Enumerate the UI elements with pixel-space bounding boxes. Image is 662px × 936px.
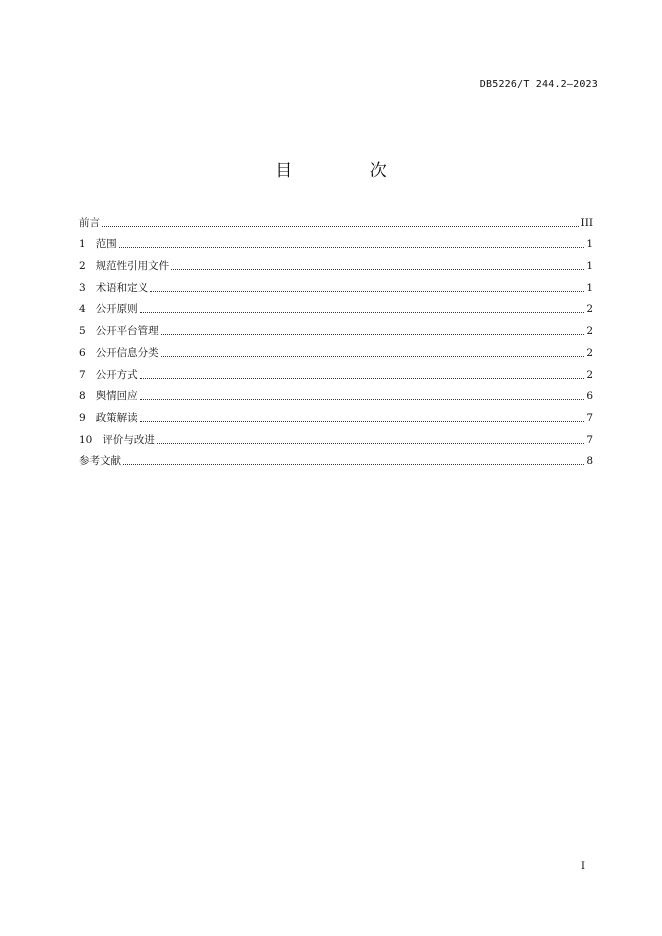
toc-entry[interactable] xyxy=(79,447,593,469)
toc-leader-dots xyxy=(161,334,585,335)
toc-entry-page: 7 xyxy=(586,433,593,446)
toc-entry[interactable] xyxy=(79,208,593,230)
toc-entry-label: 公开原则 xyxy=(95,303,138,316)
toc-entry-page: 2 xyxy=(586,325,593,338)
toc-entry-number: 2 xyxy=(79,260,86,273)
toc-leader-dots xyxy=(140,378,585,379)
toc-entry-page: 7 xyxy=(586,411,593,424)
toc-entry-label: 前言 xyxy=(79,216,100,229)
toc-leader-dots xyxy=(140,312,585,313)
toc-entry-number: 3 xyxy=(79,281,86,294)
toc-leader-dots xyxy=(140,399,585,400)
toc-entry-page: 2 xyxy=(586,303,593,316)
toc-entry-label: 参考文献 xyxy=(79,455,121,468)
toc-entry-number: 10 xyxy=(79,433,93,446)
toc-leader-dots xyxy=(119,247,585,248)
toc-entry-page: 2 xyxy=(586,368,593,381)
table-of-contents xyxy=(79,208,593,468)
standard-code: DB5226/T 244.2—2023 xyxy=(479,79,598,90)
toc-entry-label: 舆情回应 xyxy=(95,390,138,403)
toc-leader-dots xyxy=(161,356,585,357)
toc-entry-label: 公开方式 xyxy=(95,368,138,381)
toc-entry[interactable] xyxy=(79,382,593,404)
toc-entry[interactable] xyxy=(79,251,593,273)
toc-entry-page: 1 xyxy=(586,281,593,294)
toc-entry[interactable] xyxy=(79,295,593,317)
toc-leader-dots xyxy=(123,464,584,465)
toc-entry[interactable] xyxy=(79,230,593,252)
toc-entry[interactable] xyxy=(79,273,593,295)
toc-entry-label: 范围 xyxy=(95,238,117,251)
toc-entry-page: 1 xyxy=(586,260,593,273)
page-number: I xyxy=(581,861,585,872)
toc-leader-dots xyxy=(157,443,584,444)
toc-leader-dots xyxy=(150,291,584,292)
toc-entry-page: 6 xyxy=(586,390,593,403)
toc-entry-number: 7 xyxy=(79,368,86,381)
toc-entry-number: 4 xyxy=(79,303,86,316)
toc-entry-label: 政策解读 xyxy=(95,411,138,424)
toc-entry-page: III xyxy=(580,216,593,229)
toc-entry-number: 8 xyxy=(79,390,86,403)
toc-entry-page: 2 xyxy=(586,346,593,359)
toc-entry-page: 8 xyxy=(586,455,593,468)
toc-leader-dots xyxy=(102,226,579,227)
toc-leader-dots xyxy=(171,269,584,270)
toc-entry-page: 1 xyxy=(586,238,593,251)
toc-entry-number: 1 xyxy=(79,238,86,251)
toc-entry-number: 9 xyxy=(79,411,86,424)
toc-entry[interactable] xyxy=(79,360,593,382)
toc-entry-label: 公开平台管理 xyxy=(95,325,159,338)
toc-entry-label: 术语和定义 xyxy=(95,281,149,294)
toc-entry-label: 评价与改进 xyxy=(102,433,155,446)
toc-entry-number: 5 xyxy=(79,325,86,338)
page-title: 目 次 xyxy=(275,161,423,181)
toc-leader-dots xyxy=(140,421,585,422)
toc-entry[interactable] xyxy=(79,316,593,338)
toc-entry-number: 6 xyxy=(79,346,86,359)
toc-entry-label: 公开信息分类 xyxy=(95,346,159,359)
toc-entry-label: 规范性引用文件 xyxy=(95,260,170,273)
toc-entry[interactable] xyxy=(79,338,593,360)
toc-entry[interactable] xyxy=(79,425,593,447)
toc-entry[interactable] xyxy=(79,403,593,425)
